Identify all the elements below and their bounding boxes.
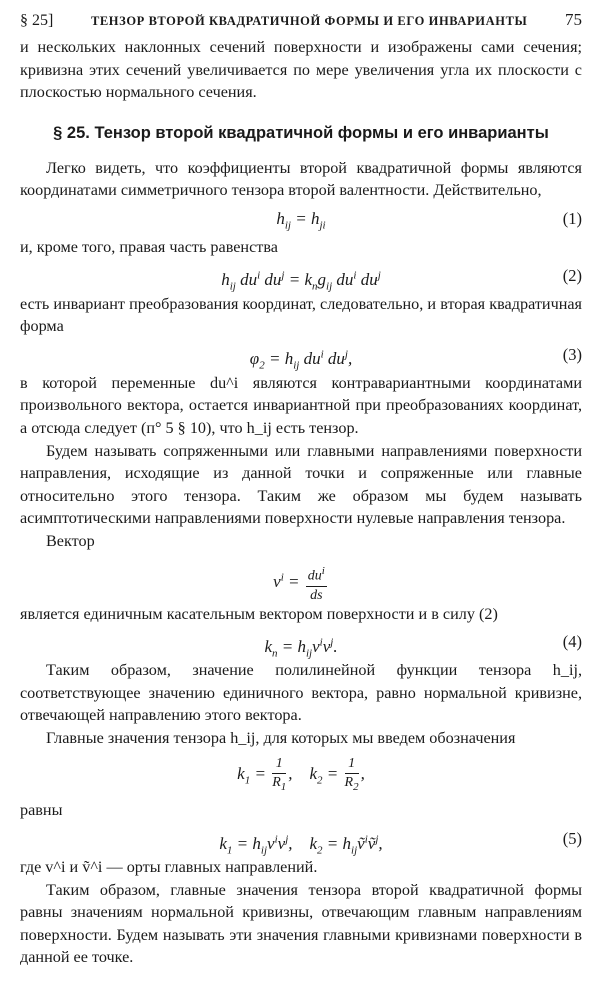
paragraph-9: Главные значения тензора h_ij, для которых мы введем обозначения: [46, 728, 516, 747]
section-title: § 25. Тензор второй квадратичной формы и его инварианты: [53, 123, 549, 142]
equation-1: [20, 202, 582, 236]
intro-paragraph: [20, 36, 582, 104]
equation-5: [20, 625, 582, 659]
eq1-formula: $h_{ij} = h_{ji}$: [276, 208, 326, 232]
equation-3-number: (3): [562, 344, 582, 364]
page-number: 75: [564, 10, 582, 29]
equation-7: [20, 822, 582, 856]
eq7-formula: $k_1 = h_{ij}v^iv^j$, $k_2$ = $h_{ij}ṽ^iṽ^j$,: [219, 833, 383, 857]
eq2-formula: $h_{ij}$ $du^i$ $du^j = k_ng_{ij}$ $du^i$ $du^j$: [221, 269, 381, 293]
running-head: [20, 10, 582, 36]
eq6-formula: $k_1$ = $\frac{1}{R_1}$ , $k_2$ = $\frac{1}{R_2}$ ,: [237, 756, 365, 793]
paragraph-1: Легко видеть, что коэффициенты второй квадратичной формы являются координатами симметричного тензора второй валентности. Действительно,: [20, 158, 582, 200]
paragraph-8: Таким образом, значение полилинейной функции тензора h_ij, соответствующее значению единичного вектора, равно нормальной кривизне, отвечающей направлению этого вектора.: [20, 661, 582, 725]
equation-4: [20, 553, 582, 603]
eq3-formula: $\varphi_2 = h_{ij}$ $du^i$ $du^j$,: [249, 348, 353, 372]
intro-line-3: угла их плоскости с плоскостью нормального сечения.: [20, 60, 582, 102]
paragraph-11: где v^i и ṽ^i — орты главных направлений.: [20, 858, 318, 877]
header-title: ТЕНЗОР ВТОРОЙ КВАДРАТИЧНОЙ ФОРМЫ И ЕГО ИНВАРИАНТЫ: [90, 14, 528, 28]
intro-line-1: и нескольких наклонных сечений поверхности и изображены сами: [20, 38, 515, 56]
paragraph-5: Будем называть сопряженными или главными направлениями поверхности направления, исходящие из данной точки и сопряженные или главные относительно этого тензора. Таким же образом мы будем называть асимптотическими направлениями поверхности нулевые направления тензора.: [20, 441, 582, 528]
eq5-formula: $k_n = h_{ij}v^iv^j$.: [264, 636, 338, 660]
equation-2-number: (2): [562, 265, 582, 285]
equation-5-number: (4): [562, 632, 582, 652]
eq4-formula: $v^i$ = $\frac{du^i}{ds}$: [273, 572, 329, 591]
equation-2: [20, 259, 582, 293]
paragraph-10: равны: [20, 801, 63, 820]
header-section: § 25]: [20, 12, 54, 29]
paragraph-12: Таким образом, главные значения тензора второй квадратичной формы равны значениям нормальной кривизны, отвечающим главным направлениям поверхности. Будем называть эти значения главными кривизнами поверхности в данной ее точке.: [20, 880, 582, 967]
paragraph-4: в которой переменные du^i являются контравариантными координатами произвольного вектора, остается инвариантной при преобразованиях координат, а отсюда следует (п° 5 § 10), что h_ij есть тензор.: [20, 373, 582, 437]
equation-3: [20, 338, 582, 372]
paragraph-6: Вектор: [46, 531, 95, 550]
equation-6: [20, 749, 582, 799]
paragraph-7: является единичным касательным вектором поверхности и в силу (2): [20, 604, 498, 623]
intro-line-2: сечения; кривизна этих сечений увеличивается по мере увеличения: [20, 38, 583, 79]
page: [20, 10, 582, 969]
equation-1-number: (1): [562, 208, 582, 228]
paragraph-2: и, кроме того, правая часть равенства: [20, 237, 278, 256]
equation-7-number: (5): [562, 829, 582, 849]
paragraph-3: есть инвариант преобразования координат, следовательно, и вторая квадратичная форма: [20, 294, 582, 336]
